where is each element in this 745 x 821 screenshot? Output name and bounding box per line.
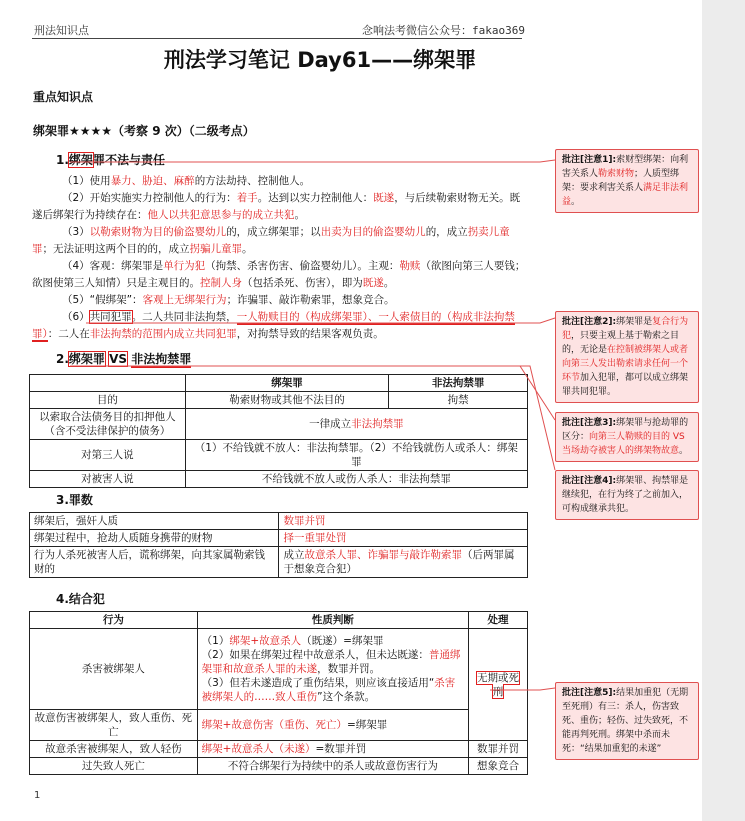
text-red: 暴力、胁迫、麻醉 — [110, 175, 195, 187]
text-red: 绑架+故意伤害（重伤、死亡） — [201, 719, 347, 731]
comment-label: 批注[注意4]: — [562, 476, 617, 486]
text: （4）客观：绑架罪是 — [62, 260, 164, 272]
text: 绑架罪与抢劫罪的区分： — [562, 418, 689, 442]
text: ，只要主观上基于勒索之目的，无论是 — [562, 331, 680, 355]
section-1-num: 1. — [56, 153, 69, 167]
text-red: 复合行为犯 — [562, 317, 689, 341]
text-red: 单行为犯 — [163, 260, 206, 272]
table-cell: 故意伤害被绑架人，致人重伤、死亡 — [30, 710, 198, 741]
table-cell: （1）不给钱就不放人：非法拘禁罪。（2）不给钱就伤人或杀人：绑架罪 — [185, 440, 527, 471]
section-4-heading: 4.结合犯 — [56, 592, 105, 606]
table-cell: 不给钱就不放人或伤人杀人：非法拘禁罪 — [185, 471, 527, 488]
table-row — [30, 392, 528, 409]
table-cell: 杀害被绑架人 — [30, 629, 198, 710]
text-red: 向第三人勒赎的目的 VS 当场劫夺被害人的绑架物故意 — [562, 432, 685, 456]
section-3-heading: 3.罪数 — [56, 493, 93, 507]
text: ：二人在 — [47, 327, 90, 340]
text: 的，成立 — [425, 226, 468, 238]
text-red: 非法拘禁罪 — [351, 418, 404, 430]
text: 的方法劫持、控制他人。 — [194, 175, 311, 187]
cell-line — [202, 676, 464, 704]
section-1-rest: 罪不法与责任 — [92, 153, 165, 167]
text-red: 控制人身 — [200, 276, 242, 289]
text-red: 故意杀人罪、诈骗罪与敲诈勒索罪 — [304, 549, 462, 561]
text: 结果加重犯（无期至死刑）有三：杀人，伤害致死、重伤；轻伤、过失致死，不能再判死刑。绑架中杀而未死：“结果加重犯的未遂” — [562, 688, 689, 754]
section-2-b: 非法拘禁罪 — [131, 352, 192, 366]
header-right: 念响法考微信公众号：fakao369 — [362, 24, 525, 37]
text: 。 — [294, 208, 305, 221]
table-header-row — [30, 612, 528, 629]
table-cell — [197, 710, 468, 741]
text-red: 着手 — [236, 192, 258, 204]
text: 索财型绑架：向利害关系人 — [562, 155, 689, 179]
table-cell: 想象竞合 — [469, 758, 528, 775]
text-red: 拐卖儿童罪 — [32, 226, 510, 255]
text: （后两罪属于想象竞合犯） — [283, 549, 515, 575]
table-row — [30, 440, 528, 471]
s1-paragraph-5 — [32, 292, 526, 309]
header-left: 刑法知识点 — [34, 24, 89, 37]
text: （欲图向第三人要钱；欲图使第三人知情）只是主观目的。 — [32, 260, 526, 289]
table-header: 行为 — [30, 612, 198, 629]
text: 绑架罪、拘禁罪是继续犯，在行为终了之前加入，可构成继承共犯。 — [562, 476, 689, 514]
section-1-highlight: 绑架 — [68, 153, 93, 167]
table-row — [30, 530, 528, 547]
table-header — [30, 375, 186, 392]
text-red: 非法拘禁的范围内成立共同犯罪 — [89, 327, 237, 340]
table-row — [30, 741, 528, 758]
text: 绑架罪是 — [616, 317, 653, 327]
table-header: 处理 — [469, 612, 528, 629]
combined-crime-table — [29, 611, 528, 775]
text: 。二人共同非法拘禁， — [131, 311, 237, 323]
text: 的，成立绑架罪；以 — [226, 226, 321, 238]
table-row — [30, 513, 528, 530]
table-row — [30, 471, 528, 488]
table-row — [30, 758, 528, 775]
table-cell: 拘禁 — [389, 392, 528, 409]
table-row — [30, 409, 528, 440]
text-red: 普通绑架罪和故意杀人罪的未遂 — [201, 649, 461, 675]
section-1-heading — [56, 151, 165, 168]
table-cell: 择一重罪处罚 — [279, 530, 528, 547]
s1-paragraph-1 — [32, 173, 526, 190]
text: （3）但若未遂造成了重伤结果，则应该直接适用“ — [201, 677, 435, 689]
text: ”这个条款。 — [317, 691, 376, 703]
text: 成立 — [283, 549, 305, 561]
section-2-vs: VS — [109, 352, 128, 366]
text: （2）开始实施实力控制他人的行为： — [62, 192, 237, 204]
comment-3[interactable] — [555, 412, 699, 462]
text-red: 杀害被绑架人的……致人重伤 — [201, 677, 456, 703]
comment-4[interactable] — [555, 470, 699, 520]
comment-label: 批注[注意5]: — [562, 688, 617, 698]
text-red: 他人以共犯意思参与的成立共犯 — [147, 208, 295, 221]
table-row — [30, 710, 528, 741]
comment-label: 批注[注意2]: — [562, 317, 617, 327]
text-red: 拐骗儿童罪 — [189, 242, 242, 255]
table-header: 绑架罪 — [185, 375, 389, 392]
text: （3） — [62, 226, 90, 238]
comparison-table — [29, 374, 528, 488]
text: ，对拘禁导致的结果客观负责。 — [236, 327, 384, 340]
text: 一律成立 — [309, 418, 352, 430]
page-number: 1 — [34, 790, 41, 801]
text: （1） — [201, 635, 230, 647]
table-cell — [197, 741, 468, 758]
comment-1[interactable] — [555, 149, 699, 213]
text: =数罪并罚 — [315, 743, 367, 755]
s1-paragraph-2 — [32, 190, 526, 223]
cell-line — [202, 634, 464, 648]
text-red: 一人勒赎目的（构成绑架罪）、一人索债目的（构成非法拘禁罪） — [32, 311, 515, 340]
header-divider — [32, 38, 522, 39]
text-red: 客观上无绑架行为 — [142, 294, 227, 306]
key-points-heading: 重点知识点 — [33, 90, 94, 104]
text-boxed: 共同犯罪 — [89, 311, 132, 323]
text: ，数罪并罚。 — [317, 663, 381, 675]
section-2-heading — [56, 350, 191, 367]
text: （1）使用 — [62, 175, 111, 187]
text: ，与后续勒索财物无关。既遂后绑架行为持续存在： — [32, 192, 521, 221]
cell-line — [202, 648, 464, 676]
text: ；无法证明这两个目的的，成立 — [42, 242, 190, 255]
page-title: 刑法学习笔记 Day61——绑架罪 — [163, 48, 477, 72]
text: （包括杀死、伤害），即为 — [242, 276, 363, 289]
s1-paragraph-6 — [32, 309, 526, 342]
table-cell: 数罪并罚 — [279, 513, 528, 530]
text-red: 既遂 — [362, 276, 384, 289]
table-row — [30, 629, 528, 710]
table-cell: 行为人杀死被害人后，谎称绑架，向其家属勒索钱财的 — [30, 547, 279, 578]
table-cell — [197, 629, 468, 710]
table-cell: 故意杀害被绑架人，致人轻伤 — [30, 741, 198, 758]
text-boxed: 无期或死刑 — [477, 671, 520, 698]
text-red: 在控制被绑架人或者向第三人发出勒索请求任何一个环节 — [562, 345, 689, 383]
table-cell: 绑架过程中，抢劫人质随身携带的财物 — [30, 530, 279, 547]
table-header: 性质判断 — [197, 612, 468, 629]
text: （2）如果在绑架过程中故意杀人，但未达既遂： — [201, 649, 429, 661]
table-cell — [185, 409, 527, 440]
section-2-num: 2. — [56, 352, 69, 366]
table-cell: 对被害人说 — [30, 471, 186, 488]
text: （既遂）=绑架罪 — [301, 635, 384, 647]
comment-5[interactable] — [555, 682, 699, 760]
comment-label: 批注[注意3]: — [562, 418, 617, 428]
text: 。 — [242, 242, 253, 255]
text: ；人质型绑架：要求利害关系人 — [562, 169, 680, 193]
table-cell — [279, 547, 528, 578]
text-red: 绑架+故意杀人（未遂） — [201, 743, 316, 755]
table-cell — [469, 629, 528, 741]
text-red: 勒索财物 — [598, 169, 635, 179]
text-red: 绑架+故意杀人 — [229, 635, 302, 647]
table-cell: 绑架后，强奸人质 — [30, 513, 279, 530]
table-cell: 不符合绑架行为持续中的杀人或故意伤害行为 — [197, 758, 468, 775]
scroll-margin — [702, 0, 745, 821]
comment-2[interactable] — [555, 311, 699, 403]
table-cell: 过失致人死亡 — [30, 758, 198, 775]
table-header-row — [30, 375, 528, 392]
crime-heading: 绑架罪★★★★（考察 9 次）（二级考点） — [33, 124, 255, 138]
text-red: 以勒索财物为目的偷盗婴幼儿 — [89, 226, 227, 238]
text-red: 勒赎 — [399, 260, 421, 272]
text: 加入犯罪，都可以成立绑架罪共同犯罪。 — [562, 373, 689, 397]
table-cell: 目的 — [30, 392, 186, 409]
comment-label: 批注[注意1]: — [562, 155, 617, 165]
s1-paragraph-4 — [32, 258, 526, 291]
text: （6） — [62, 311, 90, 323]
text: （5）“假绑架”： — [62, 294, 143, 306]
table-header: 非法拘禁罪 — [389, 375, 528, 392]
text: 。 — [383, 276, 395, 289]
table-cell: 勒索财物或其他不法目的 — [185, 392, 389, 409]
counting-table — [29, 512, 528, 578]
s1-paragraph-3 — [32, 224, 526, 257]
text-red: 满足非法利益 — [562, 183, 689, 207]
text: 。 — [571, 197, 581, 207]
text-red: 出卖为目的偷盗婴幼儿 — [320, 226, 426, 238]
table-cell: 对第三人说 — [30, 440, 186, 471]
text-red: 既遂 — [373, 192, 395, 204]
text: ；诈骗罪、敲诈勒索罪，想象竞合。 — [226, 294, 395, 306]
text: 。 — [679, 446, 689, 456]
text: 。达到以实力控制他人： — [257, 192, 374, 204]
text: （拘禁、杀害伤害、偷盗婴幼儿）。主观： — [205, 260, 400, 272]
section-2-a: 绑架罪 — [68, 352, 105, 366]
table-cell: 以索取合法债务目的扣押他人（含不受法律保护的债务） — [30, 409, 186, 440]
table-cell: 数罪并罚 — [469, 741, 528, 758]
text: =绑架罪 — [346, 719, 388, 731]
table-row — [30, 547, 528, 578]
